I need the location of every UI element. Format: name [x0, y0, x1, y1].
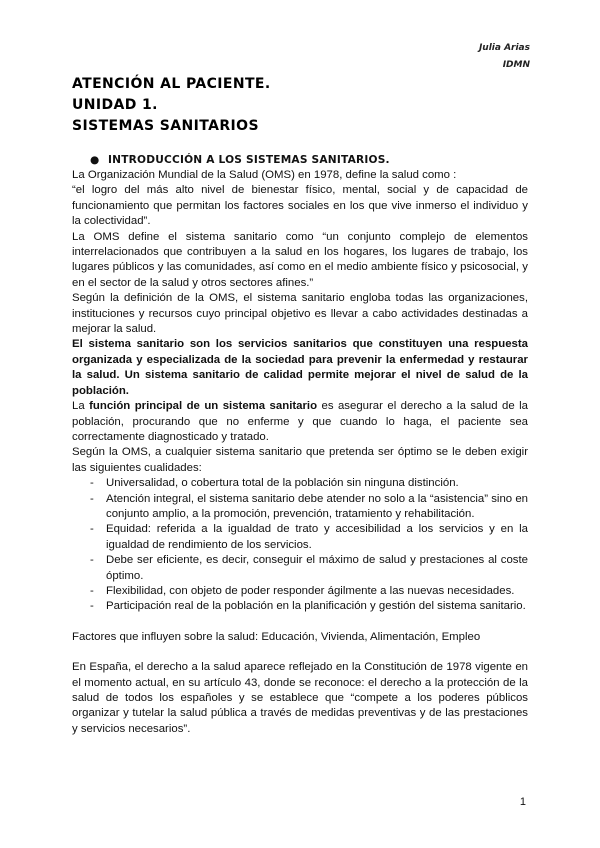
dash-bullet: -	[90, 584, 94, 597]
spacer	[72, 615, 528, 630]
list-item-text: Participación real de la población en la planificación y gestión del sistema sanitario.	[106, 600, 526, 613]
title-subject: ATENCIÓN AL PACIENTE.	[72, 76, 271, 92]
list-item-text: Universalidad, o cobertura total de la población sin ninguna distinción.	[106, 477, 459, 490]
paragraph-qualities-intro: Según la OMS, a cualquier sistema sanitario que pretenda ser óptimo se le deben exigir las siguientes cualidades:	[72, 446, 528, 474]
list-item	[72, 476, 528, 491]
qualities-list	[72, 476, 528, 615]
main-function-rest: es asegurar el derecho a la salud de la población, procurando que no enferme y que cuando lo haga, el paciente sea correctamente diagnosticado y tratado.	[72, 400, 529, 443]
dash-bullet: -	[90, 492, 94, 505]
main-function-prefix: La	[72, 400, 90, 413]
document-body	[72, 152, 528, 737]
bullet-icon: ●	[90, 154, 100, 166]
section-heading	[90, 152, 528, 168]
course-code: IDMN	[502, 60, 530, 70]
main-function-bold: función principal de un sistema sanitario	[89, 400, 318, 413]
spacer	[72, 645, 528, 660]
title-topic: SISTEMAS SANITARIOS	[72, 118, 259, 134]
dash-bullet: -	[90, 600, 94, 613]
page-number: 1	[519, 796, 526, 808]
author-name: Julia Arias	[478, 43, 530, 53]
section-heading-period: .	[385, 154, 390, 166]
paragraph-main-function	[72, 399, 528, 445]
paragraph-constitution: En España, el derecho a la salud aparece reflejado en la Constitución de 1978 vigente en el momento actual, en su artículo 43, donde se reconoce: el derecho a la protección de la salud de todos los españoles y se establece que “compete a los poderes públicos organizar y tutelar la salud pública a través de medidas preventivas y de las prestaciones y servicios necesarios”.	[72, 661, 528, 735]
section-heading-text: INTRODUCCIÓN A LOS SISTEMAS SANITARIOS	[108, 154, 386, 166]
paragraph-system-scope: Según la definición de la OMS, el sistema sanitario engloba todas las organizaciones, instituciones y recursos cuyo principal objetivo es llevar a cabo actividades destinadas a mejorar la salud.	[72, 292, 528, 336]
list-item-text: Equidad: referida a la igualdad de trato y accesibilidad a los servicios y en la igualdad de rendimiento de los servicios.	[106, 523, 528, 551]
dash-bullet: -	[90, 554, 94, 567]
author-header	[479, 40, 530, 74]
dash-bullet: -	[90, 477, 94, 490]
dash-bullet: -	[90, 523, 94, 536]
paragraph-system-definition: La OMS define el sistema sanitario como “un conjunto complejo de elementos interrelacionados que contribuyen a la salud en los hogares, los lugares de trabajo, los lugares públicos y las comunidades, así como en el medio ambiente físico y psicosocial, y en el sector de la salud y otros sectores afines.”	[72, 230, 528, 289]
list-item	[72, 584, 528, 599]
list-item	[72, 599, 528, 614]
list-item-text: Debe ser eficiente, es decir, conseguir el máximo de salud y prestaciones al coste óptimo.	[106, 554, 528, 582]
paragraph-oms-definition: La Organización Mundial de la Salud (OMS) en 1978, define la salud como :	[72, 169, 457, 181]
paragraph-system-bold	[72, 337, 528, 399]
document-titles	[72, 74, 271, 137]
list-item	[72, 522, 528, 553]
list-item-text: Atención integral, el sistema sanitario debe atender no solo a la “asistencia” sino en conjunto amplio, a la promoción, prevención, tratamiento y rehabilitación.	[106, 492, 528, 520]
paragraph-health-factors: Factores que influyen sobre la salud: Educación, Vivienda, Alimentación, Empleo	[72, 630, 481, 643]
list-item	[72, 492, 528, 523]
list-item-text: Flexibilidad, con objeto de poder responder ágilmente a las nuevas necesidades.	[106, 584, 515, 597]
list-item	[72, 553, 528, 584]
paragraph-health-quote: “el logro del más alto nivel de bienestar físico, mental, social y de capacidad de funcionamiento que permitan los factores sociales en los que vive inmerso el individuo y la colectividad”.	[72, 184, 528, 228]
title-unit: UNIDAD 1.	[72, 97, 158, 113]
bold-statement: El sistema sanitario son los servicios sanitarios que constituyen una respuesta organizada y especializada de la sociedad para prevenir la enfermedad y restaurar la salud. Un sistema sanitario de calidad permite mejorar el nivel de salud de la población.	[72, 338, 528, 397]
